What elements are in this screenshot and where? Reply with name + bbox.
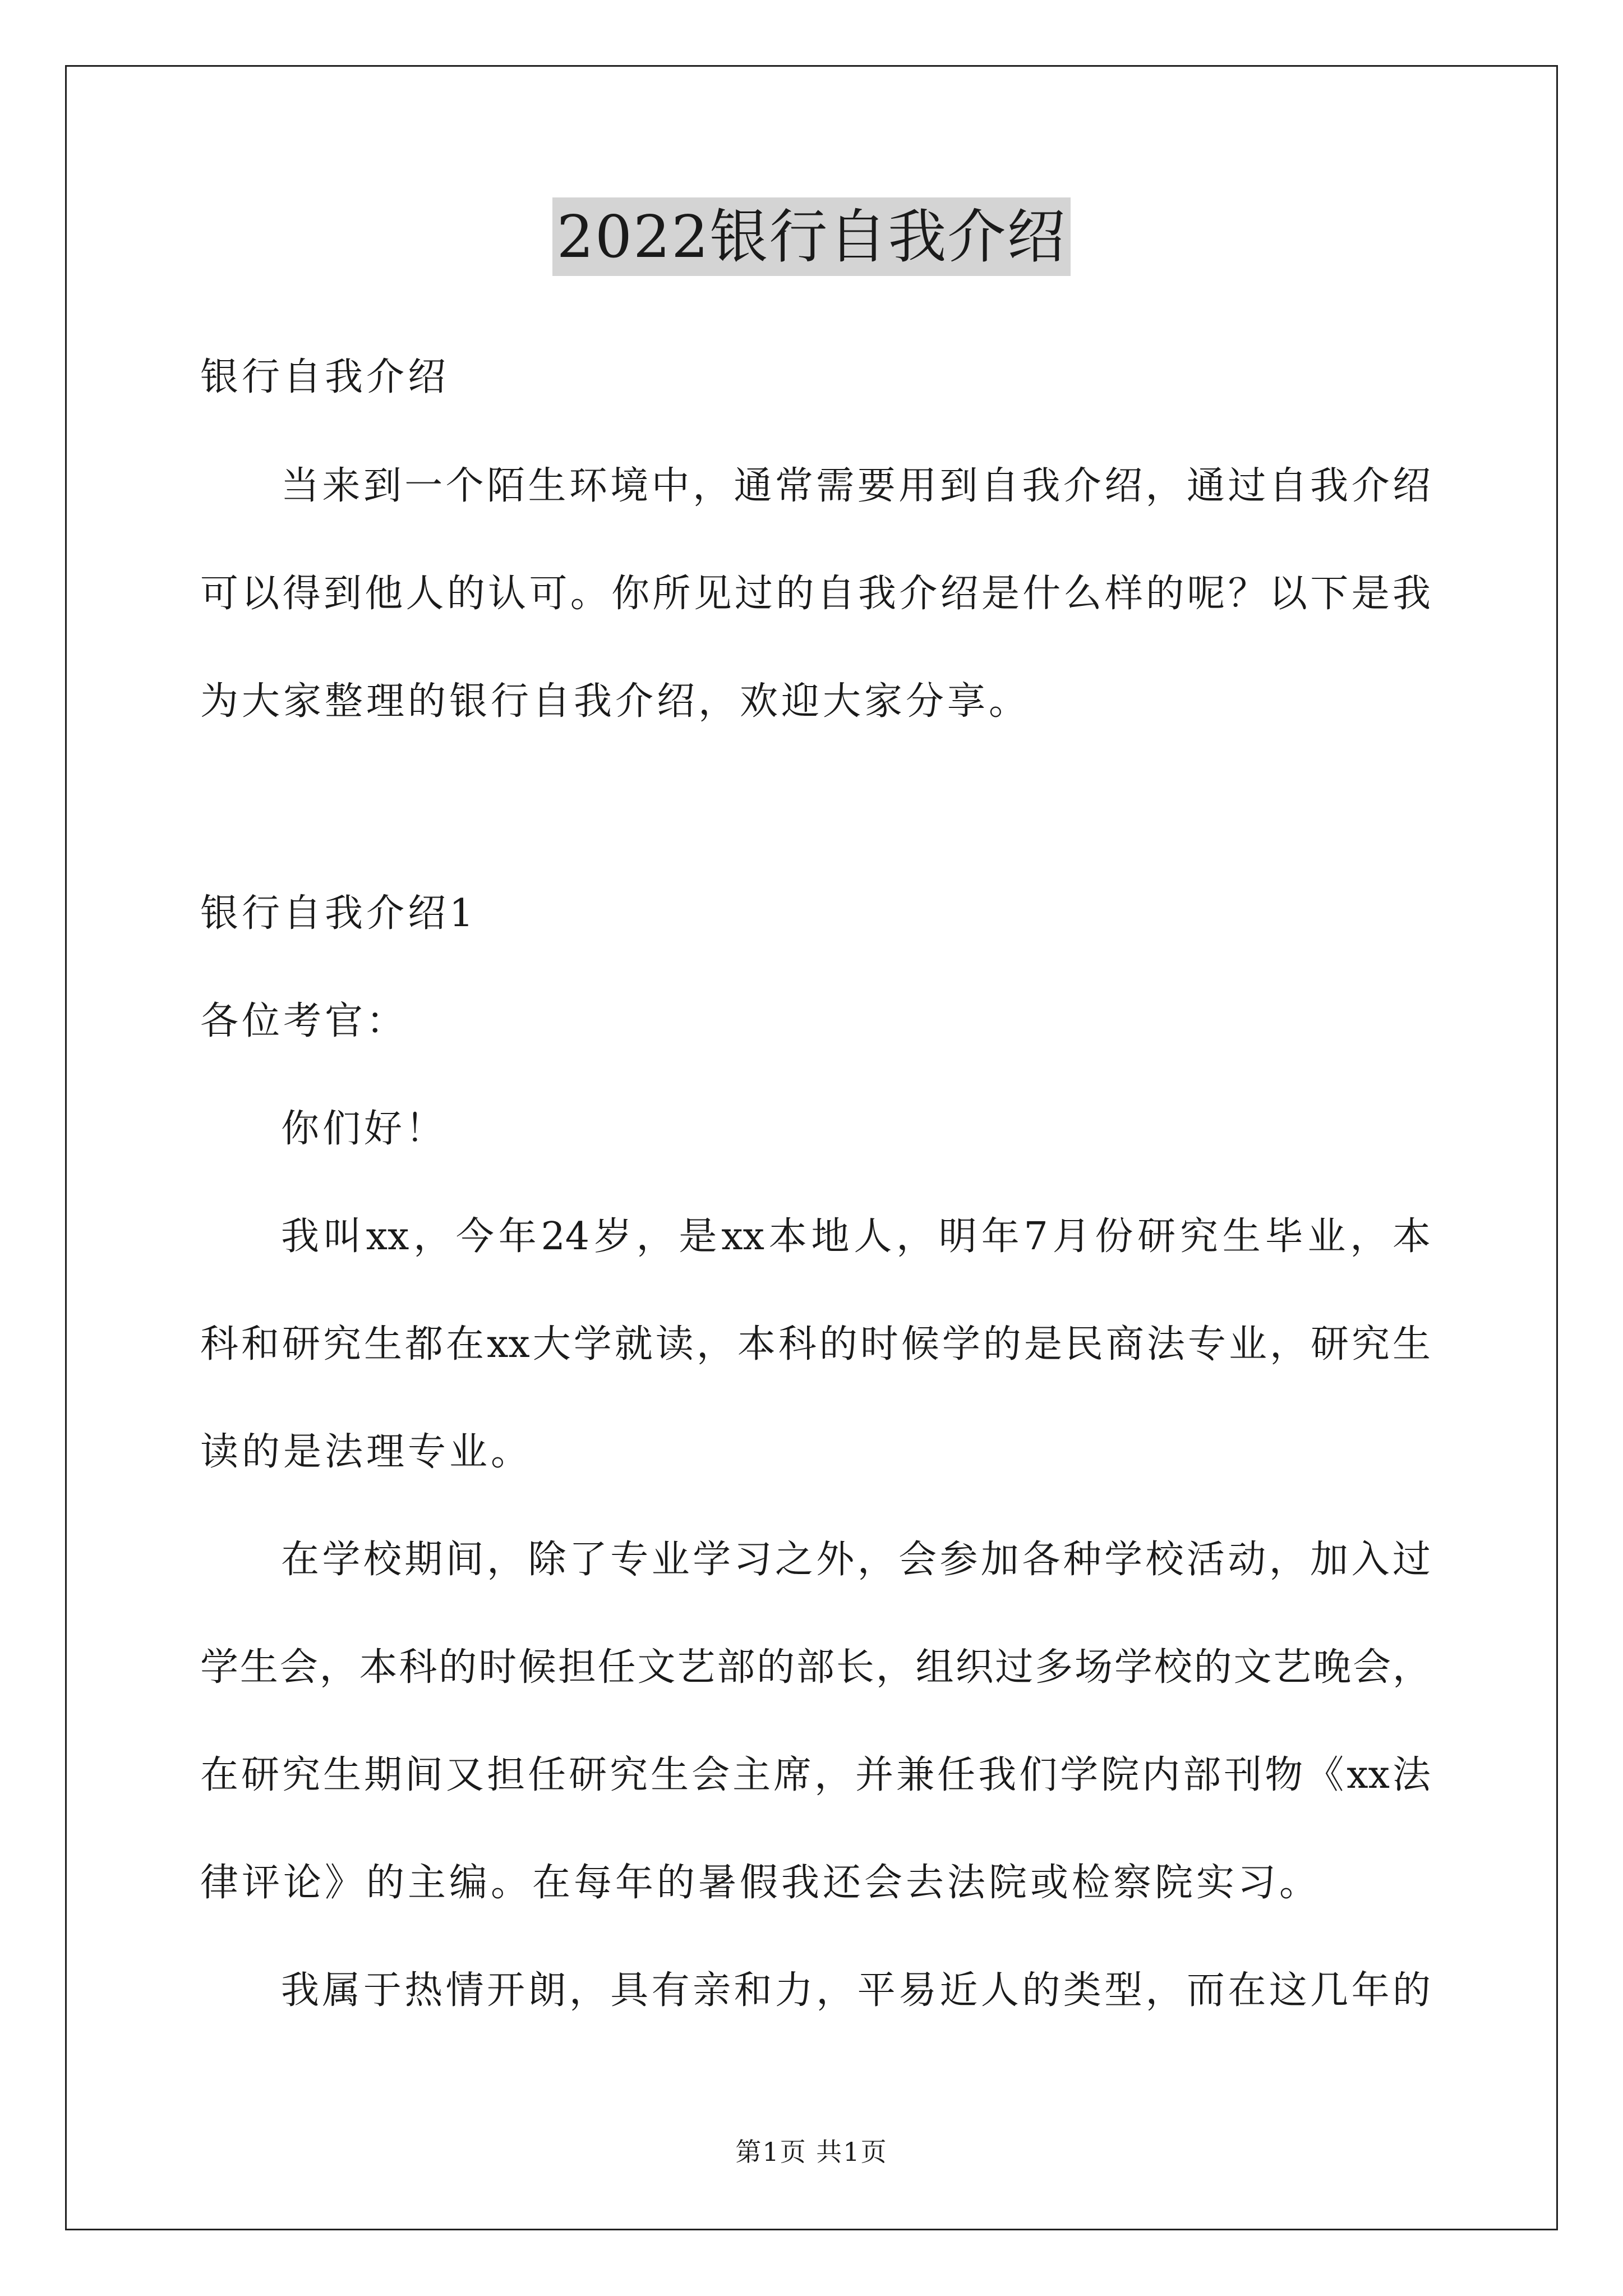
intro-line: 当来到一个陌生环境中，通常需要用到自我介绍，通过自我介绍 xyxy=(281,464,1431,508)
paragraph-line: 我属于热情开朗，具有亲和力，平易近人的类型，而在这几年的 xyxy=(281,1968,1431,2013)
document-title: 2022银行自我介绍 xyxy=(552,197,1071,276)
paragraph-line: 科和研究生都在xx大学就读，本科的时候学的是民商法专业，研究生 xyxy=(200,1322,1431,1366)
intro-line: 为大家整理的银行自我介绍，欢迎大家分享。 xyxy=(200,679,1031,724)
greeting: 你们好！ xyxy=(281,1107,448,1151)
paragraph-line: 读的是法理专业。 xyxy=(200,1430,533,1474)
title-container xyxy=(0,197,1623,276)
intro-line: 可以得到他人的认可。你所见过的自我介绍是什么样的呢？以下是我 xyxy=(200,572,1431,616)
subtitle: 银行自我介绍 xyxy=(200,355,450,399)
paragraph-line: 在研究生期间又担任研究生会主席，并兼任我们学院内部刊物《xx法 xyxy=(200,1753,1431,1797)
section-heading: 银行自我介绍1 xyxy=(200,891,477,936)
page-footer: 第1页 共1页 xyxy=(735,2137,888,2167)
paragraph-line: 我叫xx，今年24岁，是xx本地人，明年7月份研究生毕业，本 xyxy=(281,1214,1431,1259)
salutation: 各位考官： xyxy=(200,999,408,1043)
paragraph-line: 律评论》的主编。在每年的暑假我还会去法院或检察院实习。 xyxy=(200,1861,1321,1905)
paragraph-line: 学生会，本科的时候担任文艺部的部长，组织过多场学校的文艺晚会， xyxy=(200,1645,1431,1690)
paragraph-line: 在学校期间，除了专业学习之外，会参加各种学校活动，加入过 xyxy=(281,1538,1431,1582)
